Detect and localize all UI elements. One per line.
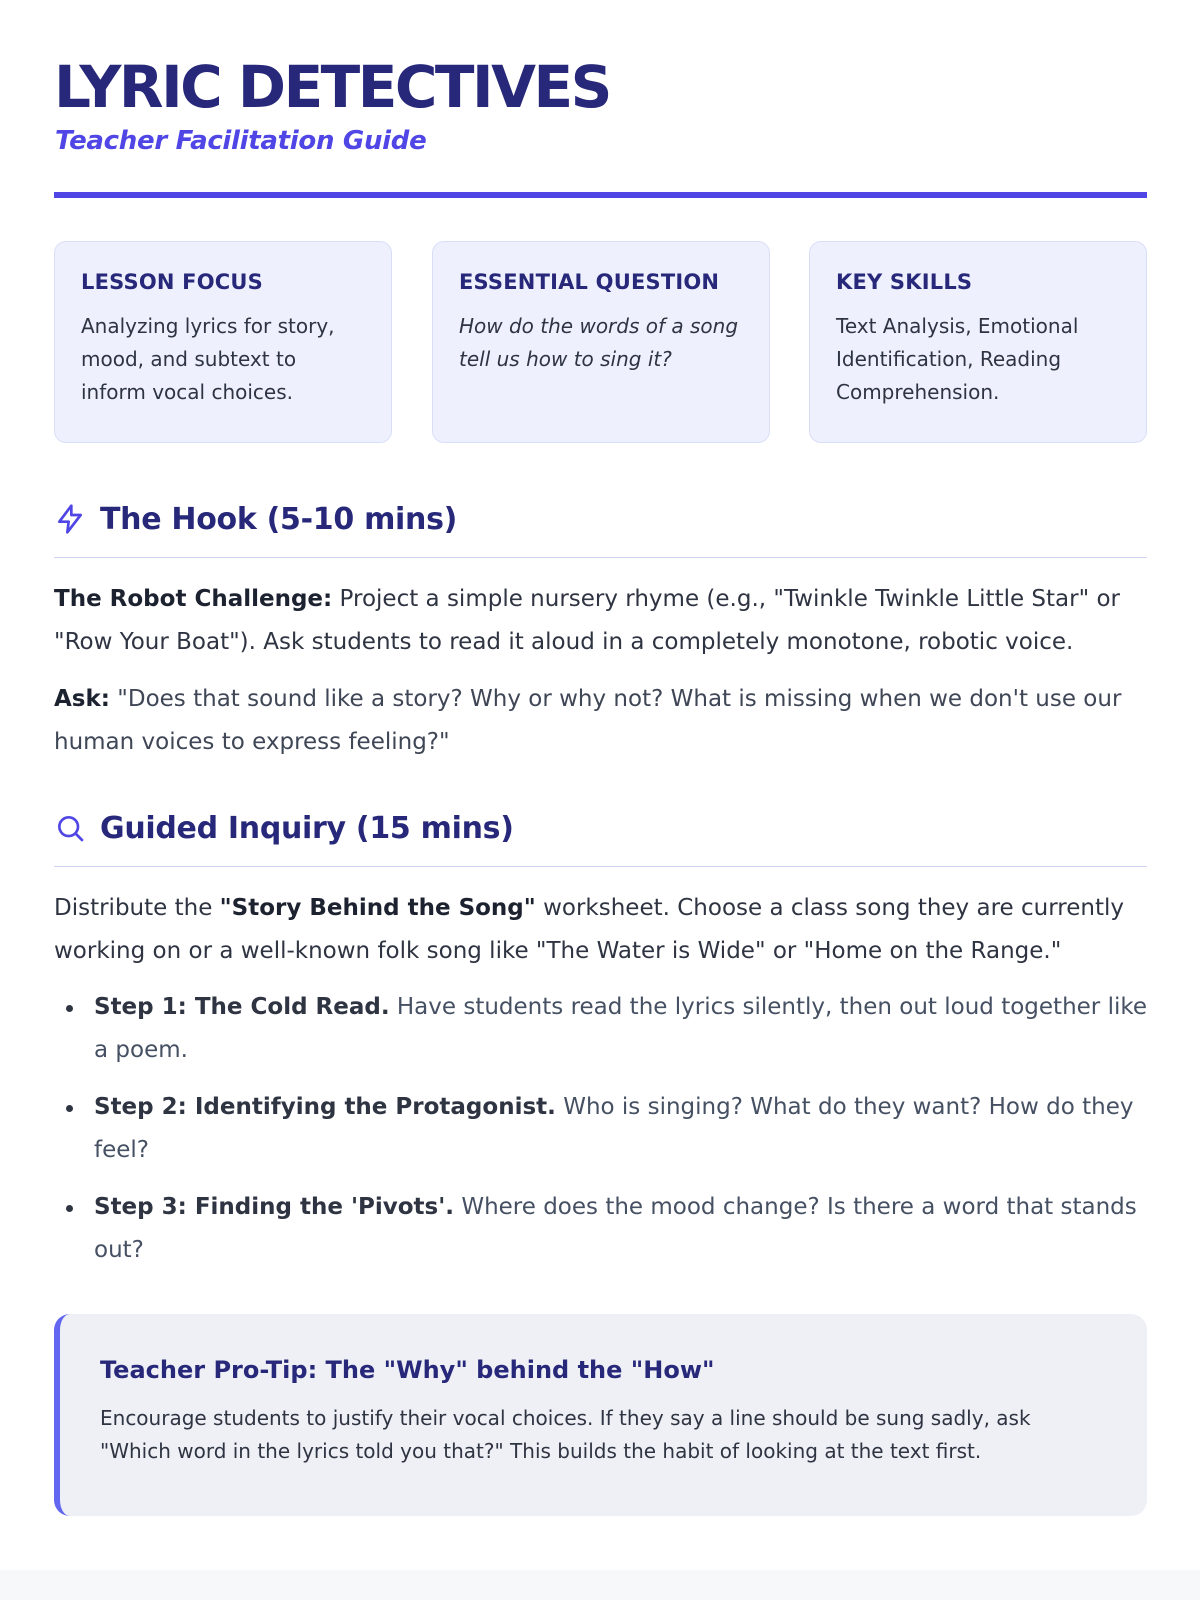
hook-section-heading [54,499,1147,539]
inquiry-intro-paragraph [54,887,1147,973]
step-text: Have students read the lyrics silently, then out loud together like a poem. [94,994,1147,1063]
step-label: Step 1: The Cold Read. [94,994,390,1020]
card-text: Text Analysis, Emotional Identification, Reading Comprehension. [836,314,1079,404]
tip-title: Teacher Pro-Tip: The "Why" behind the "How" [100,1356,715,1384]
inquiry-steps-list [54,986,1147,1286]
tip-text: Encourage students to justify their vocal choices. If they say a line should be sung sadly, ask "Which word in the lyrics told you that?" This builds the habit of looking at the text first. [100,1406,1031,1463]
inquiry-heading: Guided Inquiry (15 mins) [100,810,514,846]
list-item [54,1086,1147,1172]
hook-ask-paragraph [54,678,1147,764]
card-text: Analyzing lyrics for story, mood, and subtext to inform vocal choices. [81,314,335,404]
page-title: LYRIC DETECTIVES [54,53,610,121]
inquiry-divider [54,866,1147,867]
worksheet-title: "Story Behind the Song" [219,895,536,921]
card-text: How do the words of a song tell us how to sing it? [459,314,739,371]
card-title: ESSENTIAL QUESTION [459,270,720,294]
header-divider [54,192,1147,198]
card-title: LESSON FOCUS [81,270,263,294]
list-item [54,1186,1147,1272]
ask-text: "Does that sound like a story? Why or why not? What is missing when we don't use our human voices to express feeling?" [54,686,1122,755]
inquiry-section-heading [54,808,1147,848]
hook-challenge-paragraph [54,578,1147,664]
challenge-label: The Robot Challenge: [54,586,333,612]
lightning-icon [54,503,86,535]
step-label: Step 3: Finding the 'Pivots'. [94,1194,455,1220]
intro-text-before: Distribute the [54,895,220,921]
step-text: Where does the mood change? Is there a word that stands out? [94,1194,1137,1263]
search-icon [54,812,86,844]
challenge-text: Project a simple nursery rhyme (e.g., "Twinkle Twinkle Little Star" or "Row Your Boat"). Ask students to read it aloud in a completely monotone, robotic voice. [54,586,1121,655]
key-skills-card [809,241,1147,443]
list-item [54,986,1147,1072]
step-text: Who is singing? What do they want? How do they feel? [94,1094,1134,1163]
essential-question-card [432,241,770,443]
lesson-focus-card [54,241,392,443]
step-label: Step 2: Identifying the Protagonist. [94,1094,556,1120]
ask-label: Ask: [54,686,110,712]
intro-text-after: worksheet. Choose a class song they are currently working on or a well-known folk song like "The Water is Wide" or "Home on the Range." [54,895,1124,964]
page-subtitle: Teacher Facilitation Guide [55,126,427,156]
hook-divider [54,557,1147,558]
overview-cards [54,241,1147,443]
hook-heading: The Hook (5-10 mins) [100,501,458,537]
card-title: KEY SKILLS [836,270,973,294]
teacher-tip-callout [54,1314,1147,1516]
